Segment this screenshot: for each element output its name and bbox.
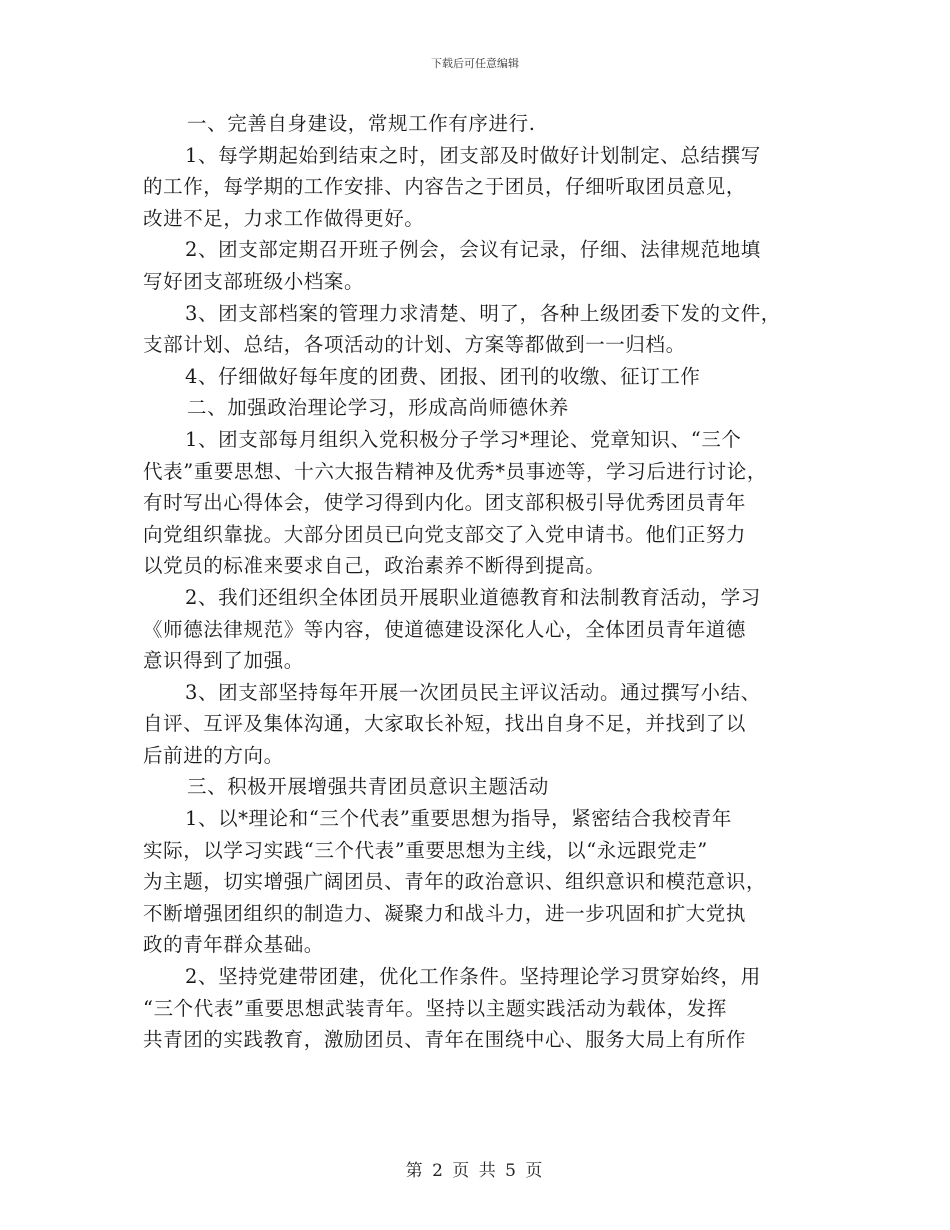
- body-text-line: 3、团支部档案的管理力求清楚、明了，各种上级团委下发的文件，: [185, 301, 781, 325]
- section-heading: 二、加强政治理论学习，形成高尚师德休养: [187, 396, 569, 420]
- document-body: [143, 108, 823, 1056]
- body-text-line: 2、团支部定期召开班子例会，会议有记录，仔细、法律规范地填: [185, 238, 761, 262]
- page-header: 下载后可任意编辑: [431, 57, 519, 70]
- body-text-line: 向党组织靠拢。大部分团员已向党支部交了入党申请书。他们正努力: [143, 522, 747, 546]
- body-text-line: 自评、互评及集体沟通，大家取长补短，找出自身不足，并找到了以: [143, 712, 747, 736]
- body-text-line: 1、团支部每月组织入党积极分子学习*理论、党章知识、“三个: [185, 427, 742, 451]
- body-text-line: 支部计划、总结，各项活动的计划、方案等都做到一一归档。: [143, 333, 686, 357]
- body-text-line: 共青团的实践教育，激励团员、青年在围绕中心、服务大局上有所作: [143, 1028, 747, 1052]
- body-text-line: 《师德法律规范》等内容，使道德建设深化人心，全体团员青年道德: [143, 617, 747, 641]
- body-text-line: 3、团支部坚持每年开展一次团员民主评议活动。通过撰写小结、: [185, 680, 761, 704]
- body-text-line: 4、仔细做好每年度的团费、团报、团刊的收缴、征订工作: [185, 364, 701, 388]
- body-text-line: 意识得到了加强。: [143, 649, 304, 673]
- body-text-line: 代表”重要思想、十六大报告精神及优秀*员事迹等，学习后进行讨论，: [143, 459, 767, 483]
- body-text-line: 1、每学期起始到结束之时，团支部及时做好计划制定、总结撰写: [185, 143, 761, 167]
- body-text-line: 以党员的标准来要求自己，政治素养不断得到提高。: [143, 554, 606, 578]
- body-text-line: 2、我们还组织全体团员开展职业道德教育和法制教育活动，学习: [185, 585, 761, 609]
- section-heading: 三、积极开展增强共青团员意识主题活动: [187, 775, 549, 799]
- body-text-line: 1、以*理论和“三个代表”重要思想为指导，紧密结合我校青年: [185, 807, 732, 831]
- body-text-line: 后前进的方向。: [143, 743, 284, 767]
- body-text-line: 改进不足，力求工作做得更好。: [143, 206, 425, 230]
- body-text-line: 写好团支部班级小档案。: [143, 269, 365, 293]
- body-text-line: 2、坚持党建带团建，优化工作条件。坚持理论学习贯穿始终，用: [185, 965, 761, 989]
- body-text-line: 不断增强团组织的制造力、凝聚力和战斗力，进一步巩固和扩大党执: [143, 901, 747, 925]
- body-text-line: “三个代表”重要思想武装青年。坚持以主题实践活动为载体，发挥: [143, 996, 727, 1020]
- page-number: 第 2 页 共 5 页: [405, 1161, 545, 1181]
- body-text-line: 实际，以学习实践“三个代表”重要思想为主线，以“永远跟党走”: [143, 838, 708, 862]
- section-heading: 一、完善自身建设，常规工作有序进行.: [187, 112, 536, 135]
- body-text-line: 政的青年群众基础。: [143, 933, 324, 957]
- body-text-line: 有时写出心得体会，使学习得到内化。团支部积极引导优秀团员青年: [143, 491, 747, 515]
- body-text-line: 的工作，每学期的工作安排、内容告之于团员，仔细听取团员意见，: [143, 175, 747, 199]
- body-text-line: 为主题，切实增强广阔团员、青年的政治意识、组织意识和模范意识，: [143, 870, 767, 894]
